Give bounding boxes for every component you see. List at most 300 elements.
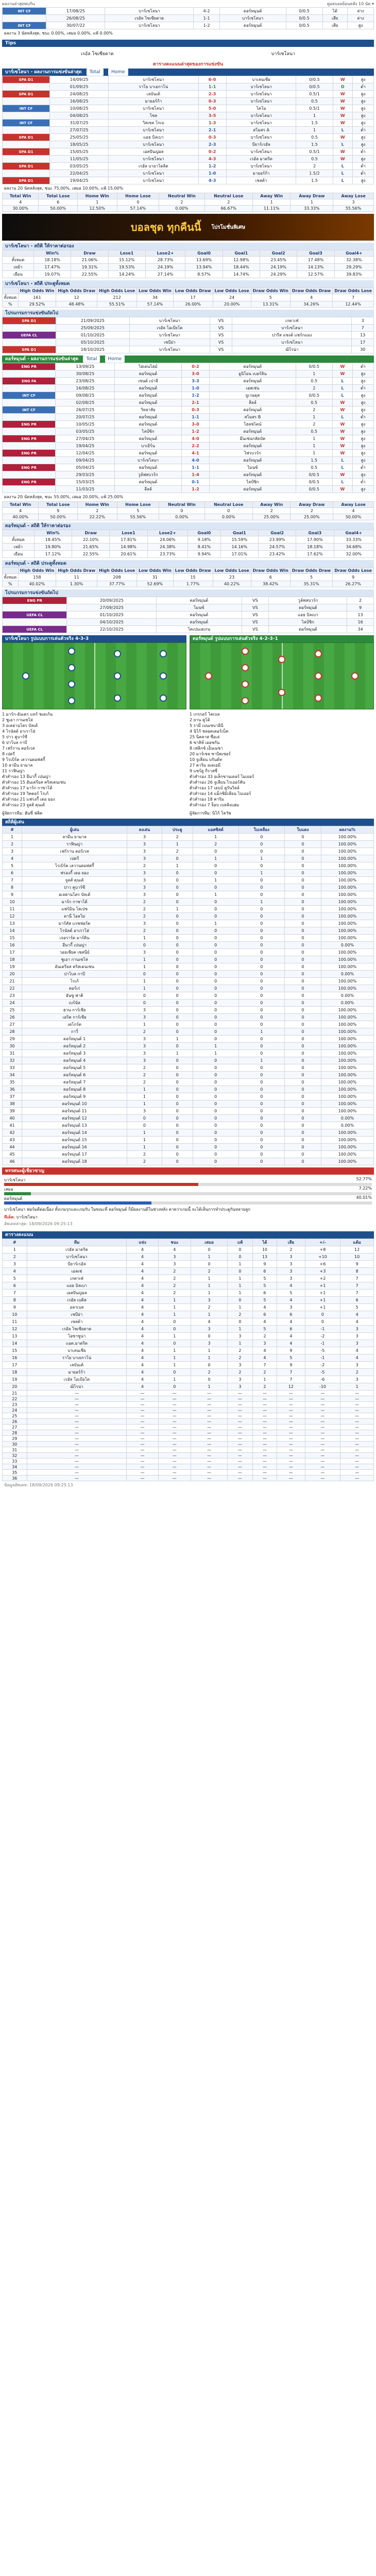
match-score[interactable]: 1-2 xyxy=(181,486,210,493)
home-team[interactable]: เลบันเต้ xyxy=(109,91,198,98)
home-team[interactable]: ไลป์ซิก xyxy=(115,428,182,435)
team-name[interactable]: เรอัล โซเซียดาด xyxy=(27,1326,127,1333)
away-team[interactable]: ดอร์ทมุนด์ xyxy=(210,406,296,414)
away-team[interactable]: สโมสร A xyxy=(226,127,296,134)
match-score[interactable]: 1-1 xyxy=(181,414,210,421)
away-team[interactable]: บียาร์เรอัล xyxy=(226,141,296,148)
team-name[interactable]: — xyxy=(27,1408,127,1413)
away-team[interactable]: อูนิโอน เบอร์ลิน xyxy=(210,370,296,378)
home-team[interactable]: บาร์เซโลนา xyxy=(109,170,198,177)
player-name[interactable]: ปาว คูบาร์ซี xyxy=(22,884,127,891)
home-team[interactable]: เซบีย่า xyxy=(130,339,210,346)
player-stat: 1 xyxy=(193,834,238,841)
match-score[interactable]: 0-3 xyxy=(181,406,210,414)
away-team[interactable]: ดอร์ทมุนด์ xyxy=(269,604,347,612)
lineup-player[interactable]: 10 จูเลียน บรันด์ท xyxy=(190,757,223,762)
player-name[interactable]: อันเดรียส คริสเตนเซ่น xyxy=(22,963,127,971)
lineup-player[interactable]: 6 ปาโบล กาบี xyxy=(2,740,27,745)
away-team[interactable]: บาเลนเซีย xyxy=(226,76,296,83)
tips-home-team[interactable]: เรอัล โซเซียดาด xyxy=(80,52,114,57)
match-score[interactable]: 1-0 xyxy=(198,170,226,177)
match-score[interactable]: 0-2 xyxy=(181,363,210,370)
lineup-player[interactable]: 9 แซร์ฮู กีราสซี่ xyxy=(190,769,217,773)
player-name[interactable]: โรเก้ xyxy=(22,978,127,985)
player-name[interactable]: กาวี่ xyxy=(22,1028,127,1036)
player-name[interactable]: ดอร์ทมุนด์ 6 xyxy=(22,1072,127,1079)
stat-row xyxy=(3,536,374,544)
lineup-player[interactable]: 5 ปาว คูบาร์ซี xyxy=(2,735,27,739)
player-name[interactable]: ตอร์เร่ xyxy=(22,985,127,992)
lineup-player[interactable]: 27 คาริม อเดเยมี xyxy=(190,763,221,768)
home-team[interactable]: ดอร์ทมุนด์ xyxy=(115,450,182,457)
home-team[interactable]: บาร์เซโลนา xyxy=(130,332,210,339)
match-score[interactable]: 1-2 xyxy=(198,163,226,170)
standings-cell: +1 xyxy=(305,1297,340,1304)
lineup-player[interactable]: 11 ราฟินญ่า xyxy=(2,769,25,773)
match-score[interactable]: 1-4 xyxy=(181,471,210,479)
standings-cell: — xyxy=(252,1436,277,1442)
standings-row xyxy=(3,1376,374,1383)
home-team[interactable]: ลีลล์ xyxy=(115,486,182,493)
away-team[interactable]: ดอร์ทมุนด์ xyxy=(210,363,296,370)
lineup-player[interactable]: ตัวสำรอง 14 แม็กซิมิเลียน ไบเออร์ xyxy=(190,791,251,796)
stat-row xyxy=(3,544,374,551)
player-stat: 1 xyxy=(127,1137,162,1144)
away-team[interactable]: บาร์เซโลนา xyxy=(226,91,296,98)
home-team[interactable]: ดอร์ทมุนด์ xyxy=(157,612,242,619)
player-name[interactable]: จูลส์ คุนเด้ xyxy=(22,877,127,884)
lineup-player[interactable]: 1 มาร์ก-อันเดร แทร์ ชเตเก้น xyxy=(2,712,53,717)
team-name[interactable]: เรอัล โอเบียโด xyxy=(27,1376,127,1383)
match-score[interactable]: 4-1 xyxy=(181,450,210,457)
home-team[interactable]: บาร์เซโลนา xyxy=(109,76,198,83)
player-name[interactable]: ดอร์ทมุนด์ 7 xyxy=(22,1079,127,1086)
lineup-player[interactable]: 9 โรเบิร์ต เลวานดอฟสกี้ xyxy=(2,757,45,762)
standings-cell: 8 xyxy=(340,1268,374,1275)
home-team[interactable]: บาร์เซโลนา xyxy=(105,8,194,15)
lineup-player[interactable]: ตัวสำรอง 26 จูเลียน ไรเออร์สัน xyxy=(190,780,245,785)
player-marker[interactable] xyxy=(242,681,249,688)
home-team[interactable]: เรอัล บายาโดลิด xyxy=(109,163,198,170)
versus: VS xyxy=(242,619,269,626)
team-name[interactable]: — xyxy=(27,1464,127,1470)
player-name[interactable]: ชูเอา กานเซโล่ xyxy=(22,956,127,963)
team-name[interactable]: บียาร์เรอัล xyxy=(27,1261,127,1268)
lineup-player[interactable]: 4 นิโก้ ชลอตเตอร์เบ็ค xyxy=(190,729,229,734)
away-team[interactable]: บาร์เซโลนา xyxy=(226,120,296,127)
player-name[interactable]: ปาโบล กาบี xyxy=(22,971,127,978)
match-score[interactable]: 4-0 xyxy=(181,457,210,464)
lineup-player[interactable]: 8 เปดรี xyxy=(2,752,15,756)
lineup-player[interactable]: ตัวสำรอง 18 คาริม xyxy=(190,797,224,802)
home-team[interactable]: บาร์เซโลนา xyxy=(109,177,198,184)
match-score[interactable]: 2-3 xyxy=(198,91,226,98)
team-name[interactable]: — xyxy=(27,1419,127,1425)
standings-cell: 5 xyxy=(252,1297,277,1304)
team-name[interactable]: เรอัล เบติส xyxy=(27,1297,127,1304)
player-marker[interactable] xyxy=(278,656,285,663)
team-name[interactable]: อลาเบส xyxy=(27,1304,127,1311)
away-team[interactable]: บาร์เซโลนา xyxy=(226,163,296,170)
lineup-player[interactable]: 2 ชูเอา กานเซโล่ xyxy=(2,718,33,722)
team-name[interactable]: เซลต้า xyxy=(27,1318,127,1326)
away-team[interactable]: ลีลล์ xyxy=(210,399,296,406)
away-team[interactable]: ดอร์ทมุนด์ xyxy=(210,428,296,435)
lineup-player[interactable]: ตัวสำรอง 33 อเล็กซานเดอร์ ไมเยอร์ xyxy=(190,774,254,779)
player-name[interactable]: ดอร์ทมุนด์ 12 xyxy=(22,1115,127,1122)
player-name[interactable]: มาร์ก กาซาโด้ xyxy=(22,899,127,906)
home-team[interactable]: วิทยาลัย xyxy=(115,406,182,414)
player-name[interactable]: ดอร์ทมุนด์ 2 xyxy=(22,1043,127,1050)
player-marker[interactable] xyxy=(205,672,212,680)
player-marker[interactable] xyxy=(114,694,121,702)
home-team[interactable]: แอธ บิลเบา xyxy=(109,134,198,141)
away-team[interactable]: โคโม xyxy=(226,105,296,112)
player-stat: 0 xyxy=(193,1115,238,1122)
player-marker[interactable] xyxy=(114,672,121,680)
away-team[interactable]: บาร์เซโลนา xyxy=(232,339,352,346)
match-score[interactable]: 4-2 xyxy=(194,8,219,15)
player-name[interactable]: ดอร์ทมุนด์ 11 xyxy=(22,1108,127,1115)
team-name[interactable]: บาร์เซโลนา xyxy=(27,1253,127,1261)
away-team[interactable]: ดอร์ทมุนด์ xyxy=(219,8,286,15)
home-team[interactable]: ไมนซ์ xyxy=(157,604,242,612)
match-score[interactable]: 3-3 xyxy=(181,378,210,385)
lineup-player[interactable]: ตัวสำรอง 15 อันเดรียส คริสเตนเซ่น xyxy=(2,780,66,785)
match-score[interactable]: 3-5 xyxy=(198,112,226,120)
home-team[interactable]: ดอร์ทมุนด์ xyxy=(115,370,182,378)
home-team[interactable]: วิสเซล โกเบ xyxy=(109,120,198,127)
column-header: Draw xyxy=(71,250,108,257)
away-team[interactable]: ดอร์ทมุนด์ xyxy=(210,378,296,385)
team-name[interactable]: — xyxy=(27,1430,127,1436)
away-team[interactable]: บาร์เซโลนา xyxy=(226,83,296,91)
player-row xyxy=(3,978,374,985)
home-team[interactable]: ดอร์ทมุนด์ xyxy=(115,435,182,443)
player-name[interactable]: เจอราร์ด มาร์ติน xyxy=(22,935,127,942)
team-name[interactable]: — xyxy=(27,1436,127,1442)
home-team[interactable]: เซนต์ เปาลี xyxy=(115,378,182,385)
player-name[interactable]: ดอร์ทมุนด์ 17 xyxy=(22,1151,127,1158)
away-team[interactable]: บาร์เซโลนา xyxy=(232,325,352,332)
away-team[interactable]: เอสเซ่น xyxy=(210,385,296,392)
player-name[interactable]: อเลฮานโดร บัลเด้ xyxy=(22,891,127,899)
standings-cell: — xyxy=(158,1430,191,1436)
tab-home-away[interactable]: Home xyxy=(105,355,125,363)
team-name[interactable]: — xyxy=(27,1453,127,1459)
player-name[interactable]: เปดรี xyxy=(22,855,127,862)
match-score[interactable]: 2-1 xyxy=(198,127,226,134)
player-name[interactable]: ดอร์ทมุนด์ 5 xyxy=(22,1064,127,1072)
lineup-player[interactable]: ตัวสำรอง 17 เยบบ์ ดูรันวิลล์ xyxy=(190,786,240,790)
team-name[interactable]: เอสปันญ่อล xyxy=(27,1290,127,1297)
home-team[interactable]: บาร์เซโลนา xyxy=(109,141,198,148)
player-marker[interactable] xyxy=(315,694,322,702)
player-name[interactable]: อีนากี้ เปนญ่า xyxy=(22,942,127,949)
team-name[interactable]: — xyxy=(27,1402,127,1408)
stat-cell: 9 xyxy=(333,574,374,581)
home-team[interactable]: ดอร์ทมุนด์ xyxy=(157,619,242,626)
player-marker[interactable] xyxy=(68,648,75,655)
league-tag: ENG PR xyxy=(3,363,56,370)
player-name[interactable]: ฮวน การ์เซีย xyxy=(22,1007,127,1014)
column-header: Draw xyxy=(72,530,110,536)
player-name[interactable]: ดอร์ทมุนด์ 1 xyxy=(22,1036,127,1043)
team-name[interactable]: — xyxy=(27,1425,127,1430)
away-team[interactable]: วูล์ฟสบวร์ก xyxy=(269,597,347,604)
away-team[interactable]: โฮลชไตน์ xyxy=(210,421,296,428)
away-team[interactable]: เรอัล มาดริด xyxy=(226,156,296,163)
match-score[interactable]: 0-3 xyxy=(198,134,226,141)
home-team[interactable]: ไฮเดนไฮม์ xyxy=(115,363,182,370)
away-team[interactable]: บาร์เซโลนา xyxy=(219,15,286,22)
away-team[interactable]: มึนเช่นกลัดบัค xyxy=(210,435,296,443)
lineup-player[interactable]: 4 โรนัลด์ อาเราโฮ่ xyxy=(2,729,36,734)
player-name[interactable]: แฟร์มิน โลเปซ xyxy=(22,906,127,913)
team-name[interactable]: มายอร์ก้า xyxy=(27,1369,127,1376)
tab-total-away[interactable]: Total xyxy=(83,355,100,363)
player-name[interactable]: ดอร์ทมุนด์ 4 xyxy=(22,1057,127,1064)
standings-cell: 9 xyxy=(3,1304,27,1311)
home-team[interactable]: โคเปนเฮเกน xyxy=(157,626,242,633)
lineup-player[interactable]: 10 ลามีน ยามาล xyxy=(2,763,33,768)
team-name[interactable]: บาเลนเซีย xyxy=(27,1347,127,1354)
home-team[interactable]: บาร์เซโลนา xyxy=(109,105,198,112)
lineup-player[interactable]: 3 อเลฮานโดร บัลเด้ xyxy=(2,723,38,728)
lineup-player[interactable]: 25 นิคลาส ซือเล่ xyxy=(190,735,220,739)
away-team[interactable]: บาร์เซโลนา xyxy=(226,148,296,156)
tips-away-team[interactable]: บาร์เซโลนา xyxy=(271,52,296,57)
player-marker[interactable] xyxy=(242,697,249,704)
player-marker[interactable] xyxy=(160,694,167,702)
away-team[interactable]: มายอร์ก้า xyxy=(226,170,296,177)
away-team[interactable]: ดอร์ทมุนด์ xyxy=(210,471,296,479)
lineup-player[interactable]: ตัวสำรอง 21 แฟรงกี้ เดอ ยอง xyxy=(2,797,55,802)
player-marker[interactable] xyxy=(351,672,358,680)
away-team[interactable]: ฌิโรน่า xyxy=(232,346,352,353)
lineup-player[interactable]: ตัวสำรอง 17 มาร์ก กาซาโด้ xyxy=(2,786,53,790)
team-name[interactable]: เกตาเฟ่ xyxy=(27,1275,127,1282)
over-under: สูง xyxy=(353,134,374,141)
away-team[interactable]: บาร์เซโลนา xyxy=(226,98,296,105)
lineup-player[interactable]: 6 ซาลิห์ เออซกัน xyxy=(190,740,220,745)
away-team[interactable]: เกตาเฟ่ xyxy=(232,317,352,325)
player-name[interactable]: ดอร์ทมุนด์ 3 xyxy=(22,1050,127,1057)
match-score[interactable]: 0-1 xyxy=(181,479,210,486)
match-score[interactable]: 1-1 xyxy=(198,83,226,91)
home-team[interactable]: ดอร์ทมุนด์ xyxy=(157,597,242,604)
match-score[interactable]: 6-0 xyxy=(198,76,226,83)
match-score[interactable]: 1-3 xyxy=(198,120,226,127)
team-name[interactable]: — xyxy=(27,1396,127,1402)
lineup-player[interactable]: ตัวสำรอง 13 อีนากี้ เปนญ่า xyxy=(2,774,51,779)
player-name[interactable]: โรนัลด์ อาเราโฮ่ xyxy=(22,927,127,935)
home-team[interactable]: เอสปันญ่อล xyxy=(109,148,198,156)
away-team[interactable]: ดอร์ทมุนด์ xyxy=(210,457,296,464)
player-name[interactable]: ลามีน ยามาล xyxy=(22,834,127,841)
team-name[interactable]: แอต.มาดริด xyxy=(27,1340,127,1347)
player-marker[interactable] xyxy=(68,697,75,704)
home-team[interactable]: ดอร์ทมุนด์ xyxy=(115,385,182,392)
match-score[interactable]: 4-0 xyxy=(181,435,210,443)
player-marker[interactable] xyxy=(114,650,121,657)
player-name[interactable]: เฟร์ราน ตอร์เรส xyxy=(22,848,127,855)
team-name[interactable]: เลบันเต้ xyxy=(27,1362,127,1369)
player-name[interactable]: ดอร์ทมุนด์ 10 xyxy=(22,1100,127,1108)
home-team[interactable]: ดอร์ทมุนด์ xyxy=(115,421,182,428)
stat-row xyxy=(3,551,374,558)
lineup-player[interactable]: 1 เกรกอร์ โคเบล xyxy=(190,712,220,717)
away-team[interactable]: ปารีส แซงต์ แชร์กแมง xyxy=(232,332,352,339)
team-name[interactable]: — xyxy=(27,1459,127,1464)
player-name[interactable]: ดอร์ทมุนด์ 9 xyxy=(22,1093,127,1100)
lineup-player[interactable]: ตัวสำรอง 19 วิคตอร์ โรเก้ xyxy=(2,791,49,796)
player-name[interactable]: เอริค การ์เซีย xyxy=(22,1014,127,1021)
match-score[interactable]: 0-3 xyxy=(198,98,226,105)
match-score[interactable]: 2-3 xyxy=(198,141,226,148)
team-name[interactable]: — xyxy=(27,1413,127,1419)
home-team[interactable]: ดอร์ทมุนด์ xyxy=(115,479,182,486)
team-name[interactable]: แอธ บิลเบา xyxy=(27,1282,127,1290)
player-marker[interactable] xyxy=(242,648,249,655)
away-team[interactable]: ดอร์ทมุนด์ xyxy=(269,626,347,633)
player-marker[interactable] xyxy=(315,650,322,657)
home-team[interactable]: บาร์เซโลนา xyxy=(109,127,198,134)
home-team[interactable]: มายอร์ก้า xyxy=(109,98,198,105)
match-score[interactable]: 5-0 xyxy=(198,105,226,112)
away-team[interactable]: ไมนซ์ xyxy=(210,464,296,471)
away-team[interactable]: ไฟรบวร์ก xyxy=(210,450,296,457)
away-team[interactable]: บาร์เซโลนา xyxy=(226,134,296,141)
match-score[interactable]: 4-3 xyxy=(198,177,226,184)
lineup-player[interactable]: 5 รามี่ เบนเซบาอินี xyxy=(190,723,224,728)
player-name[interactable]: ดอร์ทมุนด์ 14 xyxy=(22,1129,127,1137)
away-team[interactable]: ดอร์ทมุนด์ xyxy=(210,443,296,450)
player-marker[interactable] xyxy=(68,664,75,671)
player-marker[interactable] xyxy=(160,650,167,657)
match-score[interactable]: 1-1 xyxy=(181,464,210,471)
match-score[interactable]: 3-0 xyxy=(181,421,210,428)
team-name[interactable]: — xyxy=(27,1442,127,1447)
match-score[interactable]: 1-1 xyxy=(194,15,219,22)
team-name[interactable]: — xyxy=(27,1391,127,1396)
player-name[interactable]: อันซู ฟาติ xyxy=(22,992,127,999)
home-team[interactable]: ดอร์ทมุนด์ xyxy=(115,414,182,421)
result-badge: L xyxy=(333,127,353,134)
lineup-player[interactable]: 8 เฟลิกซ์ เอ็นเมชา xyxy=(190,746,223,751)
tab-home[interactable]: Home xyxy=(108,69,128,76)
match-score[interactable]: 2-2 xyxy=(181,443,210,450)
match-score[interactable]: 1-2 xyxy=(181,428,210,435)
player-marker[interactable] xyxy=(278,689,285,696)
away-team[interactable]: ยูเวนตุส xyxy=(210,392,296,399)
tab-total[interactable]: Total xyxy=(87,69,104,76)
player-name[interactable]: ดอร์ทมุนด์ 15 xyxy=(22,1137,127,1144)
match-score[interactable]: 0-2 xyxy=(198,148,226,156)
match-score[interactable]: 1-2 xyxy=(194,22,219,29)
lineup-player[interactable]: 7 เฟร์ราน ตอร์เรส xyxy=(2,746,35,751)
away-team[interactable]: บาร์เซโลนา xyxy=(226,112,296,120)
player-marker[interactable] xyxy=(68,681,75,688)
promo-banner[interactable] xyxy=(2,214,374,241)
away-team[interactable]: ไลป์ซิก xyxy=(269,619,347,626)
player-name[interactable]: ราฟินญ่า xyxy=(22,841,127,848)
home-team[interactable]: เรอัล โอเบียโด xyxy=(130,325,210,332)
match-score[interactable]: 1-2 xyxy=(181,392,210,399)
away-team[interactable]: แอธ บิลเบา xyxy=(269,612,347,619)
away-team[interactable]: เซลต้า xyxy=(226,177,296,184)
home-team[interactable]: บาร์เซโลนา xyxy=(109,156,198,163)
player-name[interactable]: มาร์คัส แรชฟอร์ด xyxy=(22,920,127,927)
player-name[interactable]: ดอร์ทมุนด์ 18 xyxy=(22,1158,127,1165)
team-name[interactable]: เอลเช่ xyxy=(27,1268,127,1275)
team-name[interactable]: — xyxy=(27,1476,127,1481)
standings-cell: — xyxy=(228,1396,252,1402)
lineup-player[interactable]: ตัวสำรอง 7 จ็อบ เบลลิงแฮม xyxy=(190,803,240,807)
team-name[interactable]: ฌิโรน่า xyxy=(27,1383,127,1391)
home-team[interactable]: ราโย บาเยกาโน่ xyxy=(109,83,198,91)
player-name[interactable]: เดโกร์ต xyxy=(22,1021,127,1028)
player-name[interactable]: ดานี่ โอลโม่ xyxy=(22,913,127,920)
home-team[interactable]: เรอัล โซเซียดาด xyxy=(105,15,194,22)
away-team[interactable]: ไลป์ซิก xyxy=(210,479,296,486)
player-stat: 0 xyxy=(284,906,321,913)
player-marker[interactable] xyxy=(315,672,322,680)
home-team[interactable]: บาร์เซโลนา xyxy=(115,457,182,464)
match-score[interactable]: 1-0 xyxy=(181,385,210,392)
team-name[interactable]: ราโย บาเยกาโน่ xyxy=(27,1354,127,1362)
away-team[interactable]: ดอร์ทมุนด์ xyxy=(219,22,286,29)
away-team[interactable]: สโมสร B xyxy=(210,414,296,421)
match-score[interactable]: 4-3 xyxy=(198,156,226,163)
lineup-player[interactable]: ตัวสำรอง 23 จูลส์ คุนเด้ xyxy=(2,803,45,807)
home-team[interactable]: ดอร์ทมุนด์ xyxy=(115,464,182,471)
match-score[interactable]: 2-1 xyxy=(181,399,210,406)
history-filter[interactable]: ดูผลบอลย้อนหลัง 10 นัด ▾ xyxy=(327,2,374,6)
home-team[interactable]: วูล์ฟสบวร์ก xyxy=(115,471,182,479)
player-name[interactable]: ดอร์ทมุนด์ 16 xyxy=(22,1144,127,1151)
home-team[interactable]: ดอร์ทมุนด์ xyxy=(115,392,182,399)
team-name[interactable]: โอซาซูน่า xyxy=(27,1333,127,1340)
player-name[interactable]: ดอร์ทมุนด์ 8 xyxy=(22,1086,127,1093)
player-stat: 3 xyxy=(127,1007,162,1014)
home-team[interactable]: โซล xyxy=(109,112,198,120)
away-team[interactable]: ดอร์ทมุนด์ xyxy=(210,486,296,493)
player-marker[interactable] xyxy=(22,672,29,680)
player-name[interactable]: วอยเชียค เชสนีย์ xyxy=(22,949,127,956)
lineup-player[interactable]: 2 ยาน คูโต้ xyxy=(190,718,210,722)
home-team[interactable]: บาร์เซโลนา xyxy=(130,317,210,325)
team-name[interactable]: — xyxy=(27,1470,127,1476)
player-marker[interactable] xyxy=(160,672,167,680)
home-team[interactable]: บาร์เซโลนา xyxy=(130,346,210,353)
home-team[interactable]: ดอร์ทมุนด์ xyxy=(115,399,182,406)
standings-cell: 3 xyxy=(228,1383,252,1391)
over-under: ต่ำ xyxy=(353,148,374,156)
player-marker[interactable] xyxy=(242,664,249,671)
player-name[interactable]: ดอร์ทมุนด์ 13 xyxy=(22,1122,127,1129)
team-name[interactable]: — xyxy=(27,1447,127,1453)
player-name[interactable]: ฟรองกี้ เดอ ยอง xyxy=(22,870,127,877)
team-name[interactable]: เรอัล มาดริด xyxy=(27,1246,127,1253)
lineup-player[interactable]: 20 มาร์เซล ซาบิตเซอร์ xyxy=(190,752,231,756)
player-name[interactable]: เบร์นัล xyxy=(22,999,127,1007)
team-name[interactable]: เซบีย่า xyxy=(27,1311,127,1318)
home-team[interactable]: บาเยิร์น xyxy=(115,443,182,450)
player-name[interactable]: โรเบิร์ต เลวานดอฟสกี้ xyxy=(22,862,127,870)
match-score[interactable]: 3-0 xyxy=(181,370,210,378)
home-team[interactable]: บาร์เซโลนา xyxy=(105,22,194,29)
